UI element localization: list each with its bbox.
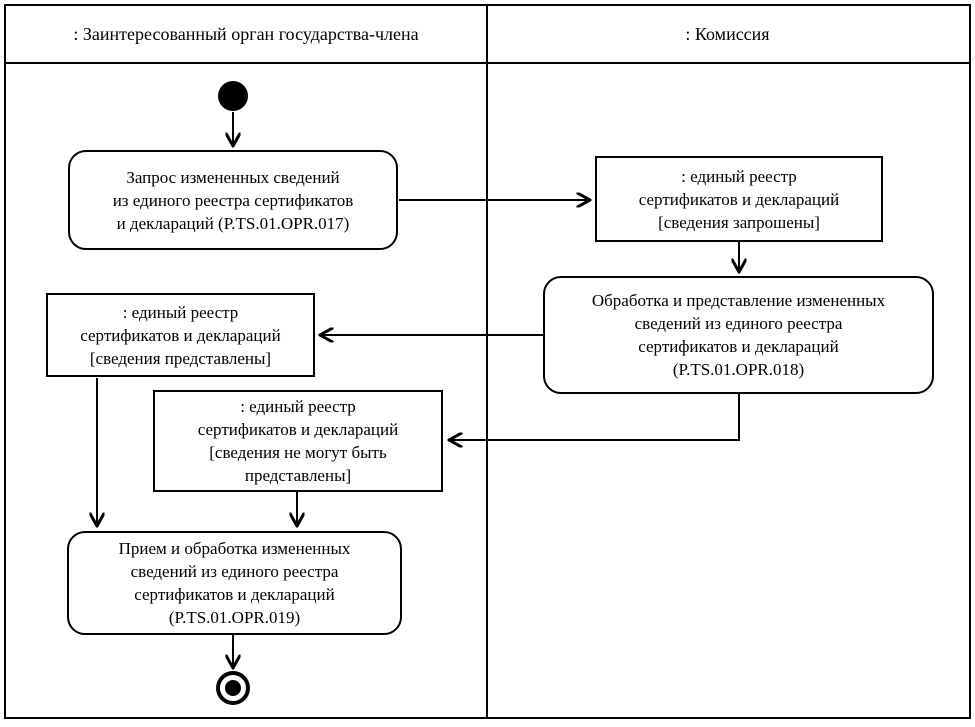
object-registry-info-cannot-be-provided [153, 390, 443, 492]
swimlane-header-commission-label: : Комиссия [685, 23, 770, 44]
activity-receive-line: Прием и обработка измененных [118, 539, 351, 558]
activity-process-line: сертификатов и деклараций [638, 337, 839, 356]
object-registry-info-requested [595, 156, 883, 242]
swimlane-header-commission [488, 6, 967, 62]
object-registry-requested-line: : единый реестр [681, 166, 797, 186]
activity-process-line: (P.TS.01.OPR.018) [672, 360, 805, 379]
object-registry-provided-line: [сведения представлены] [89, 348, 272, 368]
activity-receive-and-process [67, 531, 402, 635]
activity-receive-line: сведений из единого реестра [130, 562, 339, 581]
activity-request-line: и деклараций (P.TS.01.OPR.017) [116, 213, 350, 233]
final-node [216, 671, 250, 705]
activity-process-line: Обработка и представление измененных [591, 291, 886, 310]
activity-request-line: из единого реестра сертификатов [112, 190, 354, 210]
object-registry-requested-line: сертификатов и деклараций [638, 189, 840, 209]
activity-request-line: Запрос измененных сведений [126, 167, 340, 187]
final-node-core [225, 680, 241, 696]
activity-receive-line: сертификатов и деклараций [134, 585, 335, 604]
object-registry-not-provided-line: : единый реестр [240, 397, 356, 416]
activity-request-changed-info [68, 150, 398, 250]
object-registry-provided-line: сертификатов и деклараций [80, 325, 281, 345]
activity-process-line: сведений из единого реестра [634, 314, 843, 333]
swimlane-header-member-state [6, 6, 486, 62]
object-registry-not-provided-line: [сведения не могут быть [209, 443, 387, 462]
initial-node [218, 81, 248, 111]
object-registry-provided-line: : единый реестр [122, 302, 239, 322]
activity-receive-line: (P.TS.01.OPR.019) [168, 608, 301, 627]
lane-divider [486, 4, 488, 717]
swimlane-header-member-state-label: : Заинтересованный орган государства-члена [73, 23, 419, 44]
object-registry-not-provided-line: представлены] [244, 466, 352, 485]
activity-process-and-provide [543, 276, 934, 394]
object-registry-not-provided-line: сертификатов и деклараций [197, 420, 399, 439]
object-registry-info-provided [46, 293, 315, 377]
object-registry-requested-line: [сведения запрошены] [658, 212, 820, 232]
